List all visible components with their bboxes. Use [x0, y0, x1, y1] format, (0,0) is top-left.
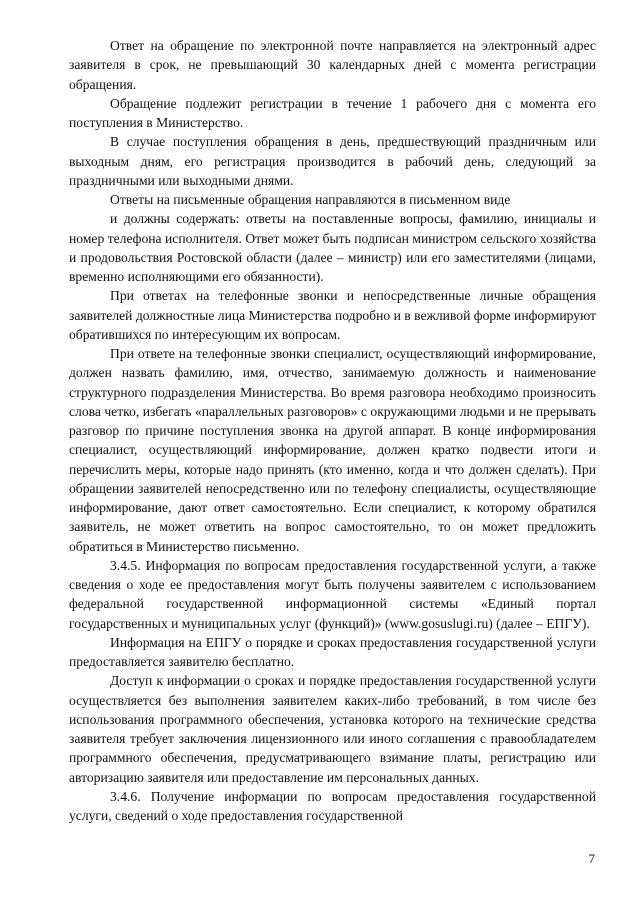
- paragraph-registration-term: Обращение подлежит регистрации в течение 1 рабочего дня с момента его поступления в Министерство.: [69, 95, 596, 130]
- paragraph-access-requirements: Доступ к информации о сроках и порядке предоставления государственной услуги осуществляется без выполнения заявителем каких-либо требований, в том числе без использования программного обеспечения, установка которого на технические средства заявителя требует заключения лицензионного или иного соглашения с правообладателем программного обеспечения, предусматривающего взимание платы, регистрацию или авторизацию заявителя или предоставление им персональных данных.: [69, 673, 596, 785]
- paragraph-epgu-free: Информация на ЕПГУ о порядке и сроках предоставления государственной услуги предоставляется заявителю бесплатно.: [69, 634, 596, 669]
- paragraph-email-response: Ответ на обращение по электронной почте направляется на электронный адрес заявителя в срок, не превышающий 30 календарных дней с момента регистрации обращения.: [69, 38, 596, 92]
- paragraph-section-3-4-5: 3.4.5. Информация по вопросам предоставления государственной услуги, а также сведения о ходе ее предоставления могут быть получены заявителем с использованием федеральной государственной информационной системы «Единый портал государственных и муниципальных услуг (функций)» (www.gosuslugi.ru) (далее – ЕПГУ).: [69, 557, 596, 631]
- paragraph-holiday-registration: В случае поступления обращения в день, предшествующий праздничным или выходным дням, его регистрация производится в рабочий день, следующий за праздничными или выходными днями.: [69, 134, 596, 188]
- paragraph-section-3-4-6: 3.4.6. Получение информации по вопросам предоставления государственной услуги, сведений о ходе предоставления государственной: [69, 788, 596, 823]
- paragraph-response-content: и должны содержать: ответы на поставленные вопросы, фамилию, инициалы и номер телефона исполнителя. Ответ может быть подписан министром сельского хозяйства и продовольствия Ростовской области (далее – министр) или его заместителями (лицами, временно исполняющими его обязанности).: [69, 211, 596, 284]
- paragraph-written-responses: Ответы на письменные обращения направляются в письменном виде: [110, 192, 511, 207]
- page-number: 7: [588, 851, 595, 866]
- paragraph-phone-procedure: При ответе на телефонные звонки специалист, осуществляющий информирование, должен назвать фамилию, имя, отчество, занимаемую должность и наименование структурного подразделения Министерства. Во время разговора необходимо произносить слова четко, избегать «параллельных разговоров» с окружающими людьми и не прерывать разговор по причине поступления звонка на другой аппарат. В конце информирования специалист, осуществляющий информирование, должен кратко подвести итоги и перечислить меры, которые надо принять (кто именно, когда и что должен сделать). При обращении заявителей непосредственно или по телефону специалисты, осуществляющие информирование, дают ответ самостоятельно. Если специалист, к которому обратился заявитель, не может ответить на вопрос самостоятельно, то он может предложить обратиться в Министерство письменно.: [69, 346, 596, 554]
- paragraph-phone-personal: При ответах на телефонные звонки и непосредственные личные обращения заявителей должностные лица Министерства подробно и в вежливой форме информируют обратившихся по интересующим их вопросам.: [69, 288, 596, 342]
- document-body: [69, 36, 596, 825]
